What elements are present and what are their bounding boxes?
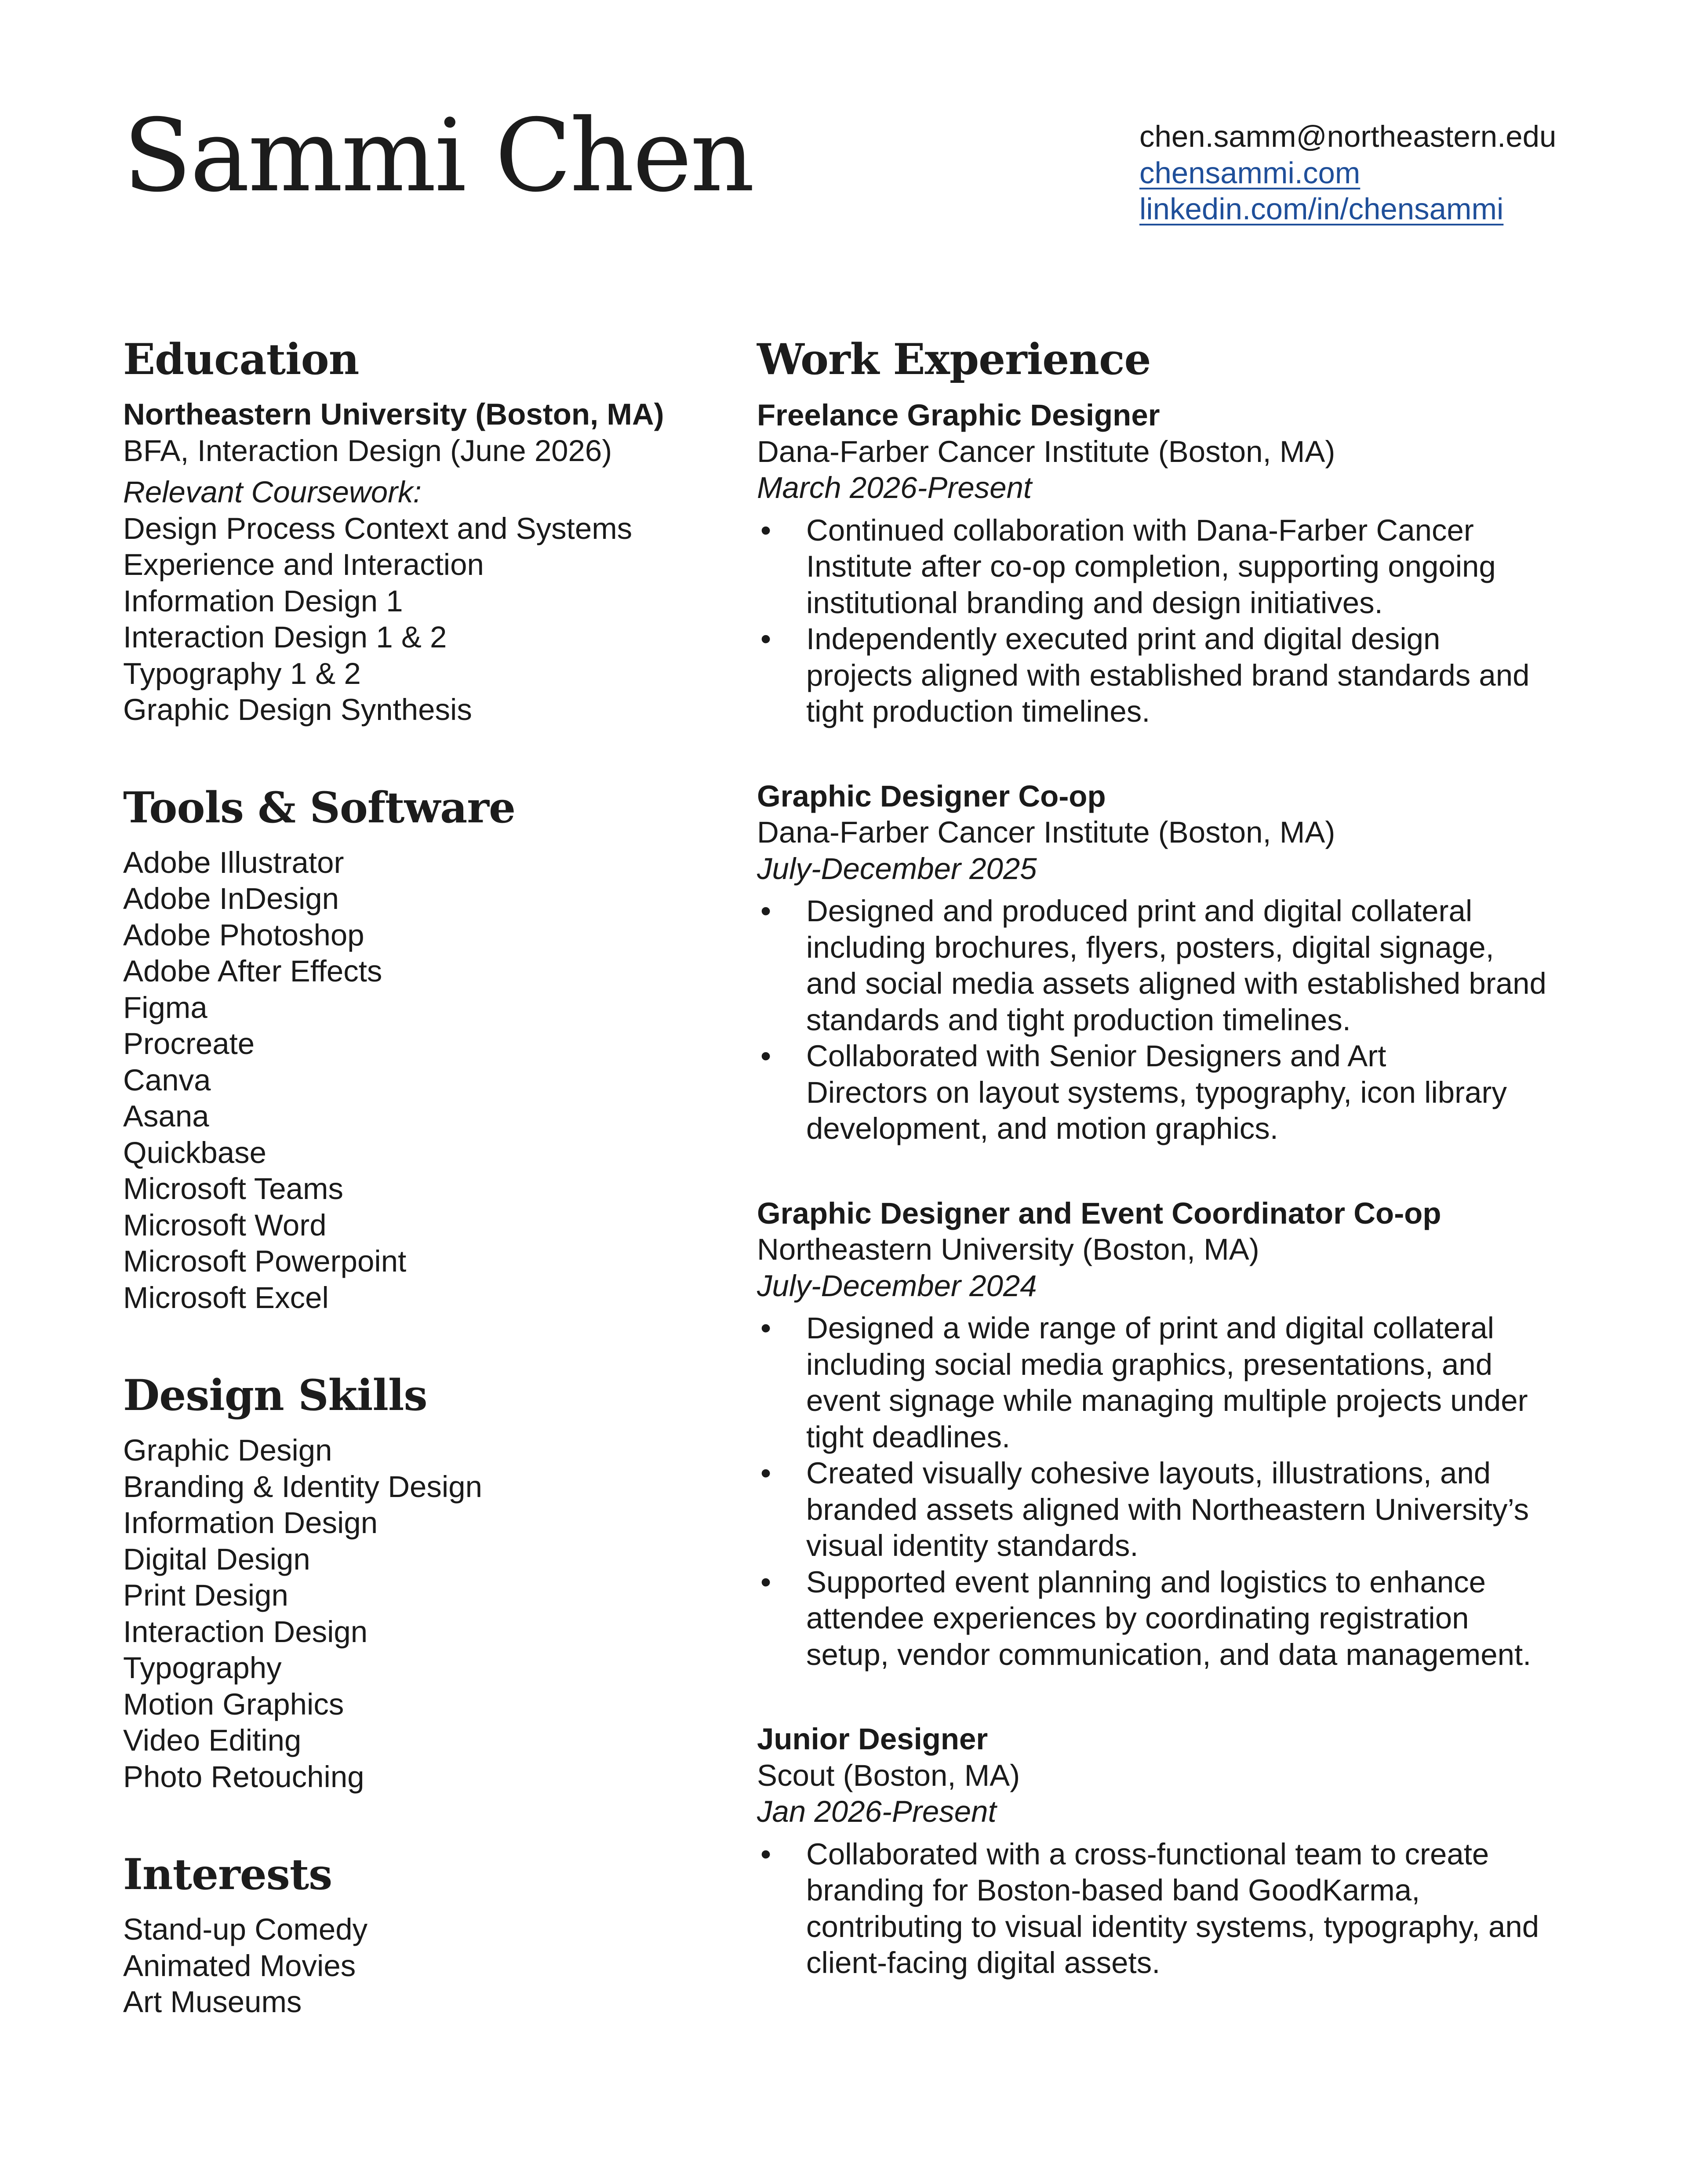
tool-item: Microsoft Word xyxy=(123,1208,327,1242)
course-item: Graphic Design Synthesis xyxy=(123,693,472,727)
bullet-marker: • xyxy=(760,894,771,928)
education-school: Northeastern University (Boston, MA) xyxy=(123,397,664,431)
interests-heading: Interests xyxy=(123,1850,332,1899)
job-bullet-text: Collaborated with a cross-functional team to create branding for Boston-based band GoodKarma, contributing to visual identity systems, typography, and client-facing digital assets. xyxy=(806,1837,1539,1980)
course-item: Experience and Interaction xyxy=(123,548,484,581)
contact-linkedin-link[interactable]: linkedin.com/in/chensammi xyxy=(1139,192,1504,226)
resume-name: Sammi Chen xyxy=(123,97,753,214)
job-bullet xyxy=(757,621,1583,730)
job-organization: Northeastern University (Boston, MA) xyxy=(757,1232,1259,1266)
tool-item: Asana xyxy=(123,1099,209,1133)
job-bullets xyxy=(757,1836,1583,1981)
skill-item: Graphic Design xyxy=(123,1433,332,1467)
job-bullet-text: Supported event planning and logistics to enhance attendee experiences by coordinating registration setup, vendor communication, and data management. xyxy=(806,1565,1532,1672)
interest-item: Animated Movies xyxy=(123,1948,356,1983)
coursework-label: Relevant Coursework: xyxy=(123,475,422,509)
job-bullets xyxy=(757,1310,1583,1673)
bullet-marker: • xyxy=(760,1837,771,1871)
tool-item: Adobe InDesign xyxy=(123,882,339,916)
tools-section xyxy=(123,779,747,1316)
tool-item: Adobe After Effects xyxy=(123,954,382,988)
job-bullet-text: Independently executed print and digital design projects aligned with established brand standards and tight production timelines. xyxy=(806,622,1530,728)
job-organization: Scout (Boston, MA) xyxy=(757,1758,1020,1792)
skills-list xyxy=(123,1432,747,1795)
job-bullet xyxy=(757,512,1583,621)
skills-heading: Design Skills xyxy=(123,1370,427,1420)
job-bullet-text: Continued collaboration with Dana-Farber Cancer Institute after co-op completion, supporting ongoing institutional branding and design initiatives. xyxy=(806,513,1496,620)
skill-item: Print Design xyxy=(123,1578,288,1612)
job-dates: Jan 2026-Present xyxy=(757,1795,997,1828)
course-item: Interaction Design 1 & 2 xyxy=(123,620,447,654)
job-entry xyxy=(757,397,1583,730)
job-dates: July-December 2024 xyxy=(757,1268,1037,1303)
tool-item: Adobe Illustrator xyxy=(123,845,344,879)
skill-item: Branding & Identity Design xyxy=(123,1469,482,1504)
tool-item: Procreate xyxy=(123,1027,255,1061)
job-bullet-text: Designed a wide range of print and digital collateral including social media graphics, presentations, and event signage while managing multiple projects under tight deadlines. xyxy=(806,1311,1528,1454)
job-organization: Dana-Farber Cancer Institute (Boston, MA) xyxy=(757,434,1335,469)
bullet-marker: • xyxy=(760,513,771,547)
right-column xyxy=(757,331,1583,2030)
bullet-marker: • xyxy=(760,1565,771,1599)
education-heading: Education xyxy=(123,334,359,384)
education-degree: BFA, Interaction Design (June 2026) xyxy=(123,433,612,468)
education-section xyxy=(123,331,747,728)
contact-block xyxy=(1139,119,1556,228)
job-entry xyxy=(757,778,1583,1147)
skill-item: Digital Design xyxy=(123,1542,310,1576)
skill-item: Information Design xyxy=(123,1506,378,1540)
job-dates: July-December 2025 xyxy=(757,851,1037,886)
job-bullet xyxy=(757,893,1583,1038)
skill-item: Typography xyxy=(123,1651,282,1685)
job-bullet xyxy=(757,1310,1583,1455)
job-bullets xyxy=(757,512,1583,730)
coursework-list xyxy=(123,511,747,728)
experience-heading: Work Experience xyxy=(757,334,1151,384)
course-item: Design Process Context and Systems xyxy=(123,511,633,545)
job-bullet xyxy=(757,1038,1583,1147)
bullet-marker: • xyxy=(760,1311,771,1345)
tool-item: Canva xyxy=(123,1063,211,1097)
job-bullets xyxy=(757,893,1583,1147)
tool-item: Figma xyxy=(123,990,207,1025)
job-title: Freelance Graphic Designer xyxy=(757,398,1160,432)
job-entry xyxy=(757,1721,1583,1981)
skills-section xyxy=(123,1366,747,1795)
job-bullet xyxy=(757,1564,1583,1673)
tool-item: Adobe Photoshop xyxy=(123,918,364,952)
bullet-marker: • xyxy=(760,622,771,656)
interests-list xyxy=(123,1911,747,2020)
skill-item: Photo Retouching xyxy=(123,1759,364,1794)
job-dates: March 2026-Present xyxy=(757,471,1032,505)
job-bullet-text: Collaborated with Senior Designers and Art Directors on layout systems, typography, icon library development, and motion graphics. xyxy=(806,1039,1507,1145)
tools-heading: Tools & Software xyxy=(123,782,516,832)
tool-item: Microsoft Teams xyxy=(123,1172,344,1206)
tool-item: Microsoft Powerpoint xyxy=(123,1244,407,1278)
tool-item: Microsoft Excel xyxy=(123,1280,329,1315)
left-column xyxy=(123,331,747,2071)
job-title: Graphic Designer Co-op xyxy=(757,779,1106,813)
job-bullet-text: Created visually cohesive layouts, illustrations, and branded assets aligned with Northeastern University’s visual identity standards. xyxy=(806,1456,1529,1563)
job-bullet-text: Designed and produced print and digital collateral including brochures, flyers, posters, digital signage, and social media assets aligned with established brand standards and tight production timelines. xyxy=(806,894,1546,1037)
skill-item: Motion Graphics xyxy=(123,1687,344,1721)
skill-item: Video Editing xyxy=(123,1723,302,1757)
course-item: Information Design 1 xyxy=(123,584,403,618)
job-entry xyxy=(757,1196,1583,1673)
tools-list xyxy=(123,845,747,1316)
interest-item: Art Museums xyxy=(123,1985,302,2019)
bullet-marker: • xyxy=(760,1039,771,1073)
skill-item: Interaction Design xyxy=(123,1614,368,1649)
interests-section xyxy=(123,1846,747,2020)
bullet-marker: • xyxy=(760,1456,771,1490)
course-item: Typography 1 & 2 xyxy=(123,656,361,690)
job-title: Junior Designer xyxy=(757,1722,988,1756)
contact-website-link[interactable]: chensammi.com xyxy=(1139,156,1361,190)
interest-item: Stand-up Comedy xyxy=(123,1912,368,1946)
job-bullet xyxy=(757,1836,1583,1981)
job-bullet xyxy=(757,1455,1583,1564)
job-title: Graphic Designer and Event Coordinator Co-op xyxy=(757,1196,1441,1230)
job-organization: Dana-Farber Cancer Institute (Boston, MA) xyxy=(757,815,1335,849)
tool-item: Quickbase xyxy=(123,1135,266,1170)
contact-email[interactable]: chen.samm@northeastern.edu xyxy=(1139,120,1557,153)
